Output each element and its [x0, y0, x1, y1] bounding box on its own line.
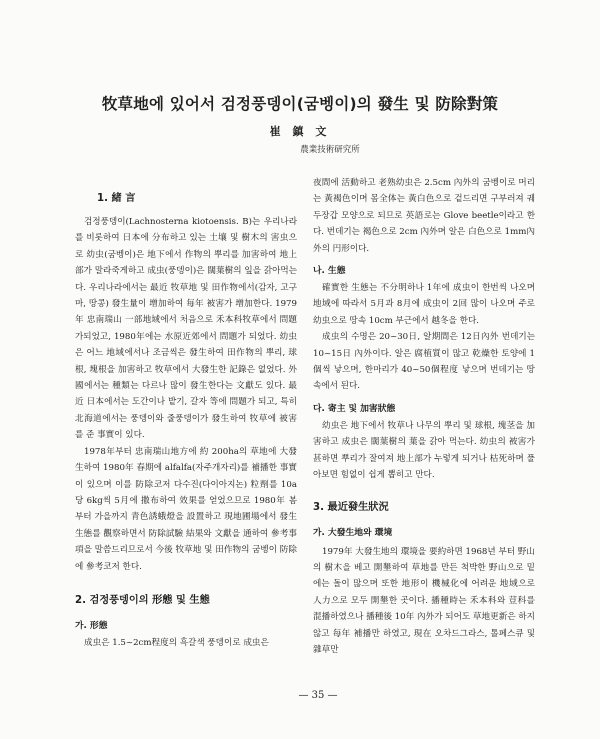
left-column: [75, 183, 297, 651]
section-1-paragraph-2: 1978年부터 忠南瑞山地方에 約 200ha의 草地에 大發生하여 1980年 春期에 alfalfa(자주개자리)를 補播한 事實이 있으며 이를 防除코저 다수진(다이아지논) 粒劑를 10a당 6kg씩 5月에 撒布하여 效果를 얻었으므로 1980年 봄부터 가을까지 青色誘蛾燈을 設置하고 現地圃場에서 發生生態를 觀察하면서 防除試驗 結果와 文獻을 通하여 參考事項을 말씀드리므로서 今後 牧草地 및 田作物의 굼벵이 防除에 參考코저 한다.: [75, 446, 297, 572]
section-3-heading: 3. 最近發生狀況: [313, 501, 389, 513]
author-affiliation: 農業技術研究所: [300, 145, 360, 155]
page-number: — 35 —: [298, 690, 338, 701]
section-3a-heading: 가. 大發生地와 環境: [313, 527, 393, 538]
section-1-paragraph-1: 검정풍뎅이(Lachnosterna kiotoensis. B)는 우리나라를 비롯하여 日本에 分布하고 있는 土壤 및 樹木의 害虫으로 幼虫(굼벵이)은 地下에서 作物의 뿌리를 加害하여 地上部가 말라죽게하고 成虫(풍뎅이)은 闊葉樹의 잎을 갉아먹는다. 우리나라에서는 最近 牧草地 및 田作物에서(감자, 고구마, 땅콩) 發生量이 增加하여 每年 被害가 增加한다. 1979年 忠南瑞山 一部地域에서 처음으로 禾本科牧草에서 問題가되었고, 1980年에는 水原近郊에서 問題가 되었다. 幼虫은 어느 地域에서나 조금씩은 發生하여 田作物의 뿌리, 球根, 塊根을 加害하고 牧草에서 大發生한 記錄은 없었다. 外國에서는 種類는 다르나 많이 發生한다는 文獻도 있다. 最近 日本에서는 도간이나 밭기, 갈자 等에 問題가 되고, 특히 北海道에서는 풍뎅이와 줄풍뎅이가 發生하여 牧草에 被害를 준 事實이 있다.: [75, 217, 297, 441]
section-3a-paragraph: 1979年 大發生地의 環境을 要約하면 1968년 부터 野山의 樹木을 베고 開墾하여 草地를 만든 척박한 野山으로 밑에는 돌이 많으며 또한 地形이 機械化에 어려운 地域으로 人力으로 모두 開墾한 곳이다. 播種時는 禾本科와 荳科를 混播하였으나 播種後 10年 內外가 되어도 草地更新은 하지 않고 每年 補播만 하였고, 現在 오차드그라스, 톨페스큐 및 雜草만: [313, 546, 535, 655]
section-2b-paragraph-2: 成虫의 수명은 20~30日, 알期間은 12日內外 번데기는 10~15日 內外이다. 알은 腐植質이 많고 乾燥한 토양에 1個씩 낳으며, 한마리가 40~50個程度 낳으며 번데기는 땅속에서 된다.: [313, 332, 535, 392]
right-paragraph-1: 夜間에 活動하고 老熟幼虫은 2.5cm 內外의 굼벵이로 머리는 黃褐色이며 몸全体는 黃白色으로 겉드리면 구부러져 궤두장갑 모양으로 되므로 英語로는 Glove beetle이라고 한다. 번데기는 褐色으로 2cm 內外며 알은 白色으로 1mm內外의 円形이다.: [313, 178, 535, 254]
section-2a-heading: 가. 形態: [75, 620, 108, 631]
section-2b-heading: 나. 生態: [313, 266, 346, 277]
paper-title: 牧草地에 있어서 검정풍뎅이(굼벵이)의 發生 및 防除對策: [101, 95, 499, 113]
right-column: [313, 175, 535, 658]
section-2a-text: 成虫은 1.5~2cm程度의 흑갈색 풍뎅이로 成虫은: [84, 637, 269, 648]
section-1-heading: 1. 緒 言: [97, 193, 136, 204]
section-2-heading: 2. 검정풍뎅이의 形態 및 生態: [75, 594, 210, 606]
author-name: 崔 鎮 文: [269, 125, 331, 138]
section-2b-paragraph-1: 確實한 生態는 不分明하나 1年에 成虫이 한번씩 나오며 地域에 따라서 5月과 8月에 成虫이 2回 많이 나오며 주로 幼虫으로 땅속 10cm 부근에서 越冬을 한다.: [313, 283, 535, 326]
section-2c-paragraph: 幼虫은 地下에서 牧草나 나무의 뿌리 및 球根, 塊茎을 加害하고 成虫은 闊葉樹의 葉을 갉아 먹는다. 幼虫의 被害가 甚하면 뿌리가 잘여져 地上部가 누렇게 되거나 枯死하며 풀아보면 힘없이 쉽게 뽑히고 만다.: [313, 420, 535, 481]
section-2c-heading: 다. 寄主 및 加害狀態: [313, 403, 396, 414]
